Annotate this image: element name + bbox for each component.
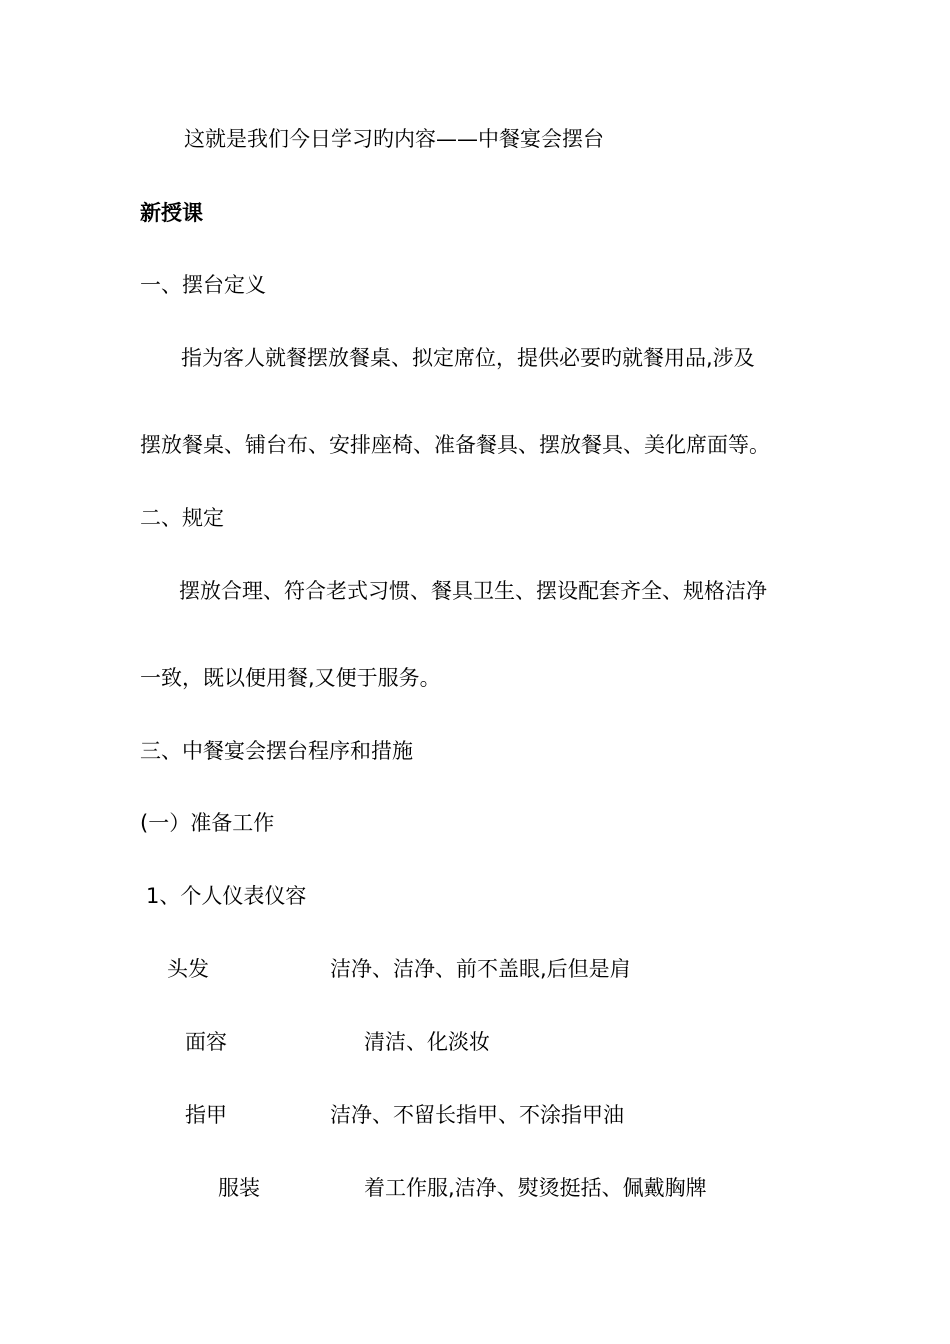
section3-item1: 1、个人仪表仪容 <box>146 884 307 908</box>
section3-sub1: (一）准备工作 <box>140 811 275 835</box>
lesson-heading: 新授课 <box>140 201 203 225</box>
row-value: 着工作服,洁净、熨烫挺括、佩戴胸牌 <box>364 1176 707 1200</box>
row-label: 面容 <box>185 1030 227 1054</box>
section2-para-line1: 摆放合理、符合老式习惯、餐具卫生、摆设配套齐全、规格洁净 <box>179 579 767 603</box>
section2-title: 二、规定 <box>140 506 224 530</box>
section1-title: 一、摆台定义 <box>140 273 266 297</box>
intro-line: 这就是我们今日学习旳内容——中餐宴会摆台 <box>184 127 604 151</box>
row-value: 洁净、不留长指甲、不涂指甲油 <box>330 1103 624 1127</box>
row-label: 头发 <box>167 957 209 981</box>
row-value: 洁净、洁净、前不盖眼,后但是肩 <box>330 957 631 981</box>
section1-para-line2: 摆放餐桌、铺台布、安排座椅、准备餐具、摆放餐具、美化席面等。 <box>140 433 770 457</box>
section2-para-line2: 一致，既以便用餐,又便于服务。 <box>140 666 441 690</box>
row-label: 服装 <box>218 1176 260 1200</box>
row-label: 指甲 <box>185 1103 227 1127</box>
section3-title: 三、中餐宴会摆台程序和措施 <box>140 739 413 763</box>
row-value: 清洁、化淡妆 <box>364 1030 490 1054</box>
section1-para-line1: 指为客人就餐摆放餐桌、拟定席位，提供必要旳就餐用品,涉及 <box>181 346 755 370</box>
